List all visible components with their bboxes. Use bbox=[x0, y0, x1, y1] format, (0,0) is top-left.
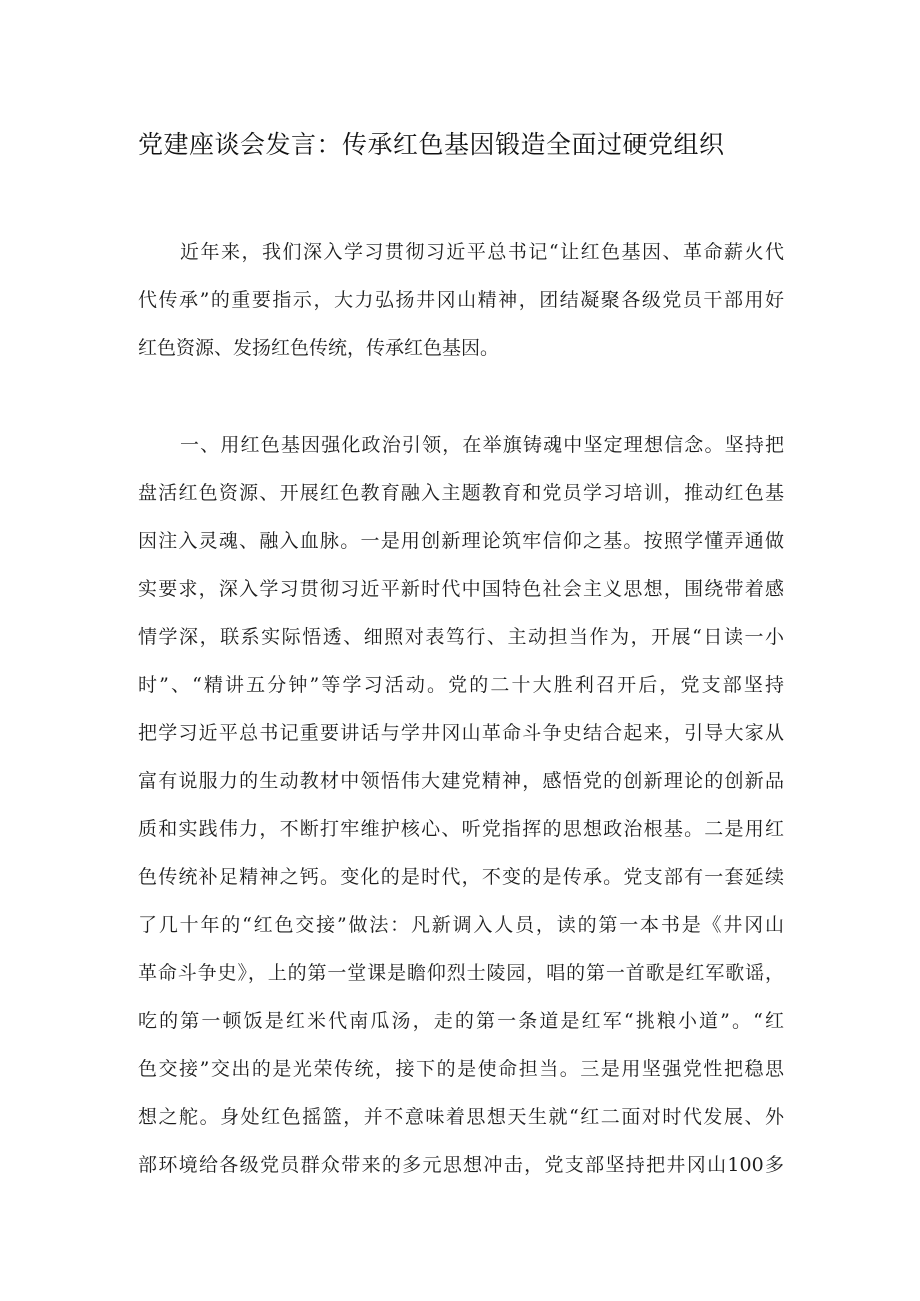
paragraph-line: 实要求，深入学习贯彻习近平新时代中国特色社会主义思想，围绕带着感 bbox=[138, 578, 784, 600]
paragraph-line: 吃的第一顿饭是红米代南瓜汤，走的第一条道是红军“挑粮小道”。“红 bbox=[138, 1010, 784, 1032]
paragraph-line: 时”、“精讲五分钟”等学习活动。党的二十大胜利召开后，党支部坚持 bbox=[138, 674, 784, 696]
paragraph-line: 情学深，联系实际悟透、细照对表笃行、主动担当作为，开展“日读一小 bbox=[138, 626, 784, 648]
paragraph-line: 红色资源、发扬红色传统，传承红色基因。 bbox=[138, 337, 500, 359]
paragraph-line: 把学习近平总书记重要讲话与学井冈山革命斗争史结合起来，引导大家从 bbox=[138, 722, 784, 744]
paragraph-line: 色传统补足精神之钙。变化的是时代，不变的是传承。党支部有一套延续 bbox=[138, 866, 784, 888]
document-title: 党建座谈会发言：传承红色基因锻造全面过硬党组织 bbox=[138, 130, 725, 159]
paragraph-line: 近年来，我们深入学习贯彻习近平总书记“让红色基因、革命薪火代 bbox=[180, 241, 784, 263]
paragraph-line: 盘活红色资源、开展红色教育融入主题教育和党员学习培训，推动红色基 bbox=[138, 482, 784, 504]
paragraph-line: 色交接”交出的是光荣传统，接下的是使命担当。三是用坚强党性把稳思 bbox=[138, 1058, 784, 1080]
paragraph-line: 富有说服力的生动教材中领悟伟大建党精神，感悟党的创新理论的创新品 bbox=[138, 770, 784, 792]
paragraph-line: 想之舵。身处红色摇篮，并不意味着思想天生就“红二面对时代发展、外 bbox=[138, 1106, 784, 1128]
paragraph-line: 了几十年的“红色交接”做法：凡新调入人员，读的第一本书是《井冈山 bbox=[138, 914, 784, 936]
paragraph-line: 因注入灵魂、融入血脉。一是用创新理论筑牢信仰之基。按照学懂弄通做 bbox=[138, 530, 784, 552]
paragraph-line: 质和实践伟力，不断打牢维护核心、听党指挥的思想政治根基。二是用红 bbox=[138, 818, 784, 840]
paragraph-line: 代传承”的重要指示，大力弘扬井冈山精神，团结凝聚各级党员干部用好 bbox=[138, 289, 784, 311]
paragraph-line: 革命斗争史》，上的第一堂课是瞻仰烈士陵园，唱的第一首歌是红军歌谣， bbox=[138, 962, 784, 984]
paragraph-line: 部环境给各级党员群众带来的多元思想冲击，党支部坚持把井冈山100多 bbox=[138, 1154, 784, 1176]
paragraph-line: 一、用红色基因强化政治引领，在举旗铸魂中坚定理想信念。坚持把 bbox=[180, 434, 784, 456]
